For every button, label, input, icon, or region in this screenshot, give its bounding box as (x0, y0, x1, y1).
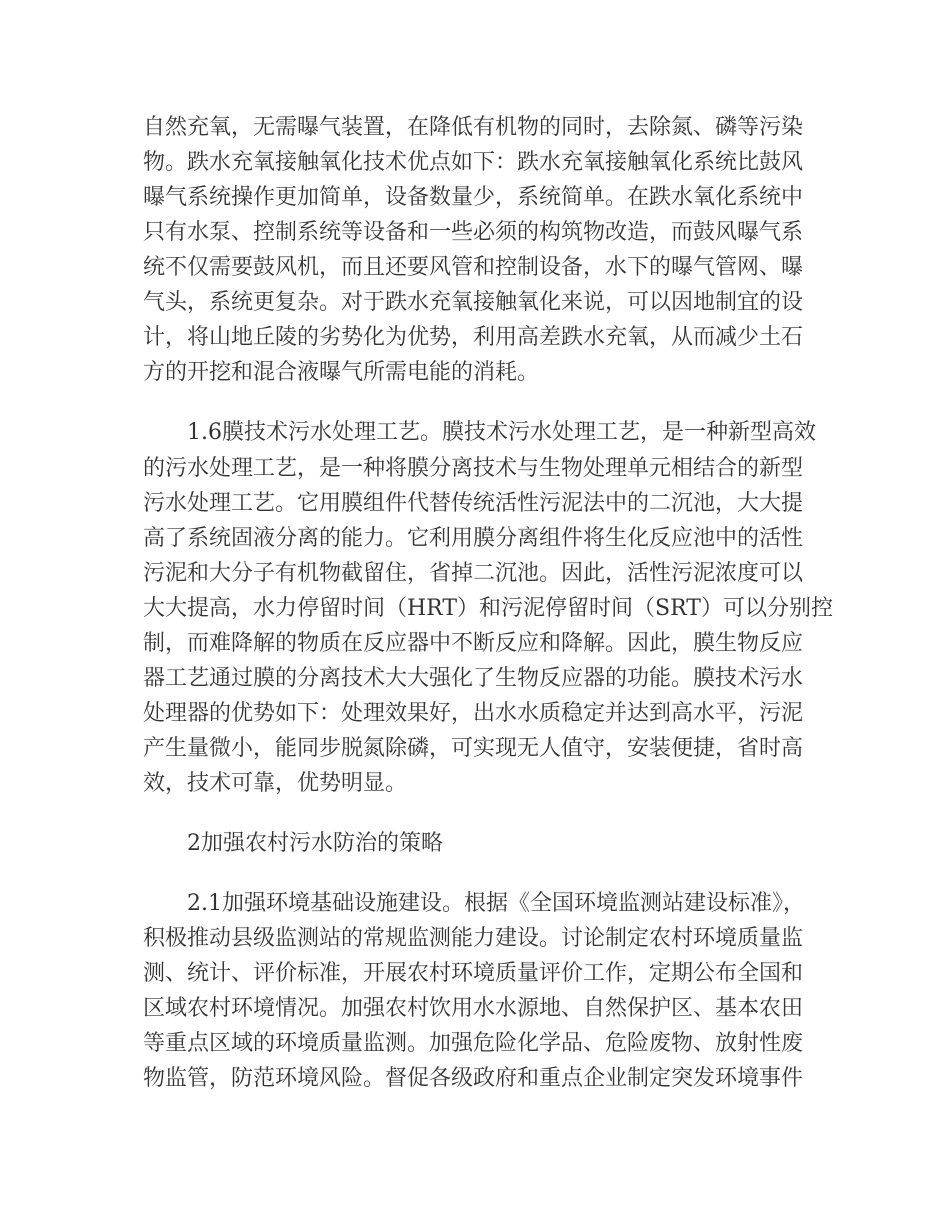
paragraph-1-line-2: 物。跌水充氧接触氧化技术优点如下：跌水充氧接触氧化系统比鼓风 (143, 150, 804, 175)
paragraph-3-line-2: 积极推动县级监测站的常规监测能力建设。讨论制定农村环境质量监 (143, 926, 804, 951)
paragraph-1-line-5: 统不仅需要鼓风机，而且还要风管和控制设备，水下的曝气管网、曝 (143, 255, 804, 280)
paragraph-1-line-6: 气头，系统更复杂。对于跌水充氧接触氧化来说，可以因地制宜的设 (143, 290, 804, 315)
paragraph-2-line-3: 污水处理工艺。它用膜组件代替传统活性污泥法中的二沉池，大大提 (143, 491, 804, 516)
paragraph-1-line-4: 只有水泵、控制系统等设备和一些必须的构筑物改造，而鼓风曝气系 (143, 220, 804, 245)
paragraph-1-line-1: 自然充氧，无需曝气装置，在降低有机物的同时，去除氮、磷等污染 (143, 115, 804, 140)
paragraph-2-line-5: 污泥和大分子有机物截留住，省掉二沉池。因此，活性污泥浓度可以 (143, 561, 804, 586)
paragraph-3-line-5: 等重点区域的环境质量监测。加强危险化学品、危险废物、放射性废 (143, 1031, 804, 1056)
paragraph-2-line-10: 产生量微小，能同步脱氮除磷，可实现无人值守，安装便捷，省时高 (143, 736, 804, 761)
paragraph-2-line-9: 处理器的优势如下：处理效果好，出水水质稳定并达到高水平，污泥 (143, 701, 804, 726)
paragraph-3-line-3: 测、统计、评价标准，开展农村环境质量评价工作，定期公布全国和 (143, 961, 804, 986)
paragraph-1-line-7: 计，将山地丘陵的劣势化为优势，利用高差跌水充氧，从而减少土石 (143, 325, 804, 350)
paragraph-2-line-6: 大大提高，水力停留时间（HRT）和污泥停留时间（SRT）可以分别控 (143, 596, 833, 621)
paragraph-2-line-4: 高了系统固液分离的能力。它利用膜分离组件将生化反应池中的活性 (143, 526, 804, 551)
paragraph-2-line-2: 的污水处理工艺，是一种将膜分离技术与生物处理单元相结合的新型 (143, 456, 804, 481)
paragraph-2-line-1: 1.6膜技术污水处理工艺。膜技术污水处理工艺，是一种新型高效 (187, 420, 816, 445)
paragraph-2-line-11: 效，技术可靠，优势明显。 (143, 771, 408, 796)
paragraph-3-line-6: 物监管，防范环境风险。督促各级政府和重点企业制定突发环境事件 (143, 1066, 804, 1091)
section-heading: 2加强农村污水防治的策略 (187, 831, 443, 856)
paragraph-2-line-8: 器工艺通过膜的分离技术大大强化了生物反应器的功能。膜技术污水 (143, 666, 804, 691)
paragraph-3-line-4: 区域农村环境情况。加强农村饮用水水源地、自然保护区、基本农田 (143, 996, 804, 1021)
paragraph-1-line-3: 曝气系统操作更加简单，设备数量少，系统简单。在跌水氧化系统中 (143, 185, 804, 210)
paragraph-3-line-1: 2.1加强环境基础设施建设。根据《全国环境监测站建设标准》， (187, 891, 805, 916)
paragraph-2-line-7: 制，而难降解的物质在反应器中不断反应和降解。因此，膜生物反应 (143, 631, 804, 656)
paragraph-1-line-8: 方的开挖和混合液曝气所需电能的消耗。 (143, 360, 540, 385)
